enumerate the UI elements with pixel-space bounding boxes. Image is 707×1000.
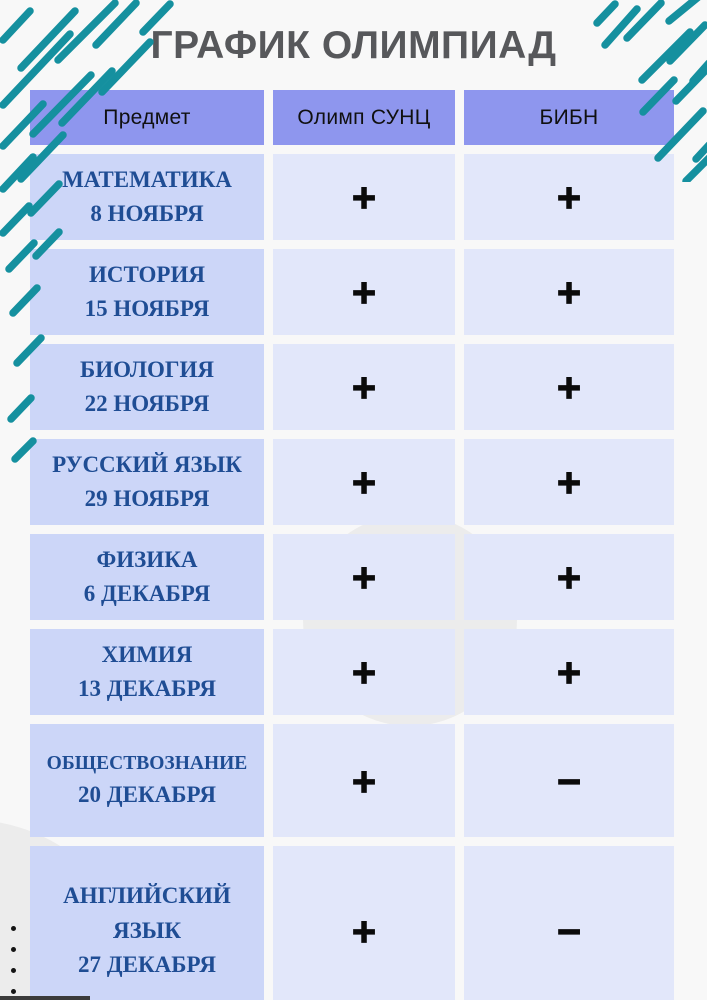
- subject-name: БИОЛОГИЯ: [79, 356, 214, 382]
- subject-date: 22 НОЯБРЯ: [84, 391, 210, 416]
- subject-cell: [30, 154, 264, 240]
- mark-cell-sunc: [273, 846, 455, 1000]
- subject-cell: [30, 846, 264, 1000]
- subject-name: ХИМИЯ: [101, 641, 193, 667]
- subject-cell: [30, 534, 264, 620]
- subject-name: ФИЗИКА: [96, 546, 198, 572]
- column-header-bibn: [464, 90, 674, 145]
- subject-cell: [30, 629, 264, 715]
- mark-value: +: [350, 178, 378, 216]
- header-label: БИБН: [539, 105, 599, 129]
- column-header-sunc: [273, 90, 455, 145]
- subject-date: 20 ДЕКАБРЯ: [78, 781, 216, 807]
- page-title: ГРАФИК ОЛИМПИАД: [150, 24, 557, 67]
- subject-name: МАТЕМАТИКА: [62, 166, 232, 192]
- header-label: Олимп СУНЦ: [297, 105, 431, 129]
- mark-cell-sunc: [273, 344, 455, 430]
- bottom-edge-strip: [0, 996, 90, 1000]
- mark-cell-sunc: [273, 724, 455, 837]
- mark-value: +: [350, 558, 378, 596]
- olympiad-schedule-table: [30, 90, 674, 1000]
- mark-value: +: [350, 368, 378, 406]
- subject-cell: [30, 724, 264, 837]
- mark-value: +: [350, 761, 378, 800]
- mark-value: +: [350, 273, 378, 311]
- dot: [11, 968, 16, 973]
- subject-name: АНГЛИЙСКИЙ ЯЗЫК: [63, 883, 231, 943]
- subject-date: 6 ДЕКАБРЯ: [83, 581, 211, 606]
- mark-cell-sunc: [273, 154, 455, 240]
- mark-value: +: [555, 463, 583, 501]
- mark-value: +: [350, 912, 378, 950]
- mark-cell-sunc: [273, 534, 455, 620]
- mark-value: +: [350, 653, 378, 691]
- mark-value: −: [555, 912, 583, 950]
- mark-value: +: [555, 368, 583, 406]
- mark-value: −: [555, 761, 583, 800]
- subject-name: ОБЩЕСТВОЗНАНИЕ: [46, 752, 248, 774]
- mark-cell-bibn: [464, 724, 674, 837]
- column-header-subject: [30, 90, 264, 145]
- subject-date: 27 ДЕКАБРЯ: [78, 952, 216, 978]
- subject-date: 13 ДЕКАБРЯ: [78, 676, 216, 701]
- subject-name: РУССКИЙ ЯЗЫК: [52, 451, 242, 477]
- mark-cell-sunc: [273, 439, 455, 525]
- dot: [11, 926, 16, 931]
- mark-cell-bibn: [464, 629, 674, 715]
- mark-value: +: [555, 558, 583, 596]
- dot-grid: [11, 926, 16, 994]
- mark-cell-bibn: [464, 534, 674, 620]
- subject-cell: [30, 439, 264, 525]
- dot: [11, 989, 16, 994]
- mark-cell-bibn: [464, 154, 674, 240]
- mark-value: +: [555, 653, 583, 691]
- dot: [11, 947, 16, 952]
- subject-cell: [30, 249, 264, 335]
- mark-cell-bibn: [464, 439, 674, 525]
- mark-value: +: [555, 178, 583, 216]
- mark-cell-sunc: [273, 629, 455, 715]
- mark-cell-bibn: [464, 249, 674, 335]
- mark-cell-bibn: [464, 344, 674, 430]
- subject-date: 29 НОЯБРЯ: [84, 486, 210, 511]
- subject-cell: [30, 344, 264, 430]
- mark-value: +: [350, 463, 378, 501]
- mark-value: +: [555, 273, 583, 311]
- subject-date: 15 НОЯБРЯ: [84, 296, 210, 321]
- header-label: Предмет: [103, 105, 191, 129]
- mark-cell-sunc: [273, 249, 455, 335]
- mark-cell-bibn: [464, 846, 674, 1000]
- subject-date: 8 НОЯБРЯ: [90, 201, 204, 226]
- subject-name: ИСТОРИЯ: [89, 261, 205, 287]
